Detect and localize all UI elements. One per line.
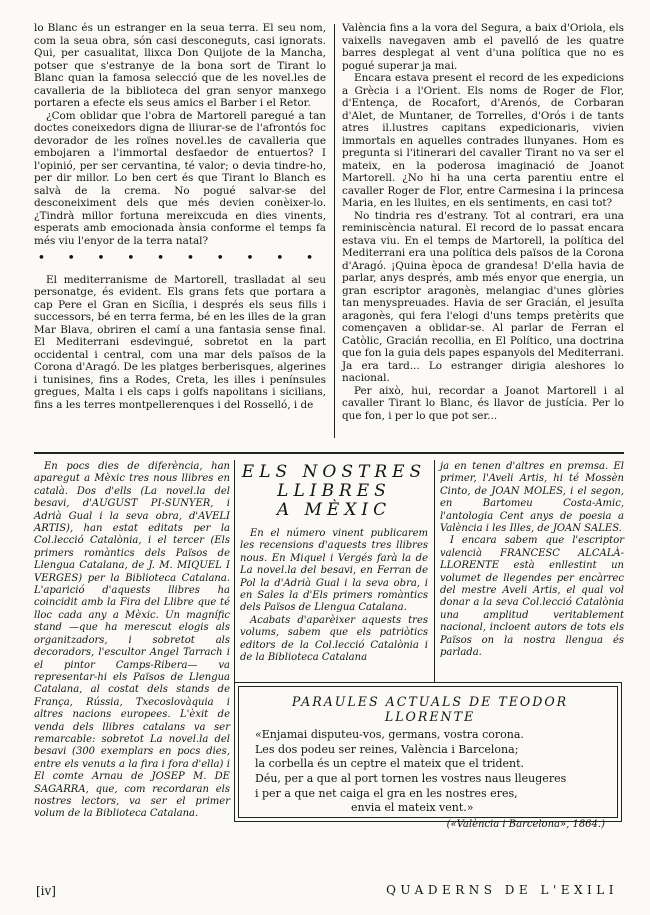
poem-line: «Enjamai disputeu-vos, germans, vostra corona. [255,728,524,742]
article-left-column [34,22,326,411]
article-paragraph: ¿Com oblidar que l'obra de Martorell paregué a tan doctes coneixedors digna de lliurar-se de l'afrontós foc devorador de les roïnes novel.les de cavalleria que embojaren a l'immortal desfaedor de entuertos? I l'opinió, per ser cervantina, té valor; o devia tindre-ho, per dir millor. Lo ben cert és que Tirant lo Blanch es salvà de la crema. No pogué salvar-se del desconeiximent dels que més devien conèixer-lo. ¿Tindrà millor fortuna mereixcuda en dies vinents, esperats amb emocionada ànsia conforme el temps fa més viu l'enyor de la terra natal? [34,109,326,247]
poem-line: Déu, per a que al port tornen les vostres naus lleugeres [255,771,567,785]
news-title [240,463,428,520]
poem-box [238,686,618,830]
article-paragraph: No tindria res d'estrany. Tot al contrari, era una reminiscència natural. El record de lo passat encara estava viu. En el temps de Martorell, la política del Mediterrani era una política dels països de la Corona d'Aragó. ¡Quina època de grandesa! D'ella havia de parlar, anys després, amb més enyor que energia, un gran escriptor aragonès, melangiac d'unes glòries tan menyspreuades. Havia de ser Gracián, el jesuïta aragonès, qui fera l'elogi d'uns temps pretèrits que començaven a oblidar-se. Al parlar de Ferran el Catòlic, Gracián recollia, en El Político, una doctrina que fon la guia dels papes espanyols del Mediterrani. Ja era tard... Lo estranger dirigia aleshores lo nacional. [342,209,624,384]
column-divider [434,460,435,682]
journal-name: QUADERNS DE L'EXILI [386,883,618,897]
news-paragraph: ja en tenen d'altres en premsa. El primer, l'Aveli Artis, hi té Mossèn Cinto, de JOAN MOLES, i el segon, en Bartomeu Costa-Amic, l'antologia Cent anys de poesia a València i les Illes, de JOAN SALES. [440,461,624,535]
news-left-column [34,461,230,821]
poem-line: i per a que net caiga el gra en les nostres eres, [255,786,518,800]
poem-line: envia el mateix vent.» [351,801,474,815]
article-paragraph: Encara estava present el record de les expedicions a Grècia i a l'Orient. Els noms de Roger de Flor, d'Entença, de Rocafort, d'Arenós, de Corbaran d'Alet, de Muntaner, de Torrelles, d'Orós i de tants atres il.lustres capitans expedicionaris, vivien immortals en aquelles contrades llunyanes. Hom es pregunta si l'itinerari del cavaller Tirant no va ser el mateix, en la poderosa imaginació de Joanot Martorell. ¿No hi ha una certa parentiu entre el cavaller Roger de Flor, entre Carmesina i la princesa Maria, en les lluites, en els sentiments, en casi tot? [342,72,624,209]
news-paragraph: I encara sabem que l'escriptor valencià FRANCESC ALCALÀ-LLORENTE està enllestint un volumet de llegendes per encàrrec del mestre Aveli Artis, el qual vol donar a la seva Col.lecció Catalònia una amplitud veritablement nacional, incloent autors de tots els Països on la nostra llengua és parlada. [440,535,624,659]
news-paragraph: En pocs dies de diferència, han aparegut a Mèxic tres nous llibres en català. Dos d'ells (La novel.la del besavi, d'AUGUST PI-SUNYER, i Adrià Gual i la seva obra, d'AVELI ARTIS), han estat editats per la Col.lecció Catalònia, i el tercer (Els primers romàntics dels Països de Llengua Catalana, de J. M. MIQUEL I VERGES) per la Biblioteca Catalana. L'aparició d'aquests llibres ha coincidit amb la Fira del Llibre que té lloc cada any a Mèxic. Un magnífic stand —que ha merescut elogis als organitzadors, i sobretot als decoradors, l'escultor Angel Tarrach i el pintor Camps-Ribera— va representar-hi els Països de Llengua Catalana, al costat dels stands de França, Rússia, Txecoslovàquia i altres nacions europees. L'èxit de venda dels llibres catalans va ser remarcable: sobretot La novel.la del besavi (300 exemplars en pocs dies, entre els venuts a la fira i fora d'ella) i El comte Arnau de JOSEP M. DE SAGARRA, que, com recordaran els nostres lectors, va ser el primer volum de la Biblioteca Catalana. [34,461,230,820]
news-title-line: LLIBRES [277,481,391,501]
poem-title: PARAULES ACTUALS DE TEODOR LLORENTE [291,694,569,724]
news-paragraph: Acabats d'aparèixer aquests tres volums, sabem que els patriòtics editors de la Col.lecció Catalònia i de la Biblioteca Catalana [240,614,428,664]
section-divider [34,452,624,454]
article-paragraph: Per això, hui, recordar a Joanot Martorell i al cavaller Tirant lo Blanc, és llavor de justícia. Per lo que fon, i per lo que pot ser... [342,384,624,422]
article-right-column [342,22,624,422]
column-divider [334,24,335,438]
column-divider [234,460,235,682]
news-middle-column [240,461,428,664]
news-paragraph: En el número vinent publicarem les recensions d'aquests tres llibres nous. En Miquel i Vergés farà la de La novel.la del besavi, en Ferran de Pol la d'Adrià Gual i la seva obra, i en Sales la d'Els primers romàntics dels Països de Llengua Catalana. [240,528,428,614]
article-paragraph: El mediterranisme de Martorell, traslladat al seu personatge, és evident. Els grans fets que portara a cap Pere el Gran en Sicília, i després els seus fills i successors, bé en terra ferma, bé en les illes de la gran Mar Blava, obriren el camí a una fantasia sense final. El Mediterrani esdevingué, sobretot en la part occidental i central, com una mar dels països de la Corona d'Aragó. De les platges berberisques, algerines i tunisines, fins a Rodes, Creta, les illes i penínsules gregues, Malta i els caps i golfs napolitans i sicilians, fins a les terres montpellerenques i del Rosselló, i de [34,273,326,411]
news-title-line: A MÈXIC [276,500,392,520]
poem-line: Les dos podeu ser reines, València i Barcelona; [255,742,519,756]
section-separator: • • • • • • • • • • [37,251,323,266]
news-title-line: ELS NOSTRES [241,462,427,482]
news-right-column [440,461,624,660]
article-paragraph: lo Blanc és un estranger en la seua terra. El seu nom, com la seua obra, són casi desconeguts, casi ignorats. Qui, per casualitat, llixca Don Quijote de la Mancha, potser que s'estranye de la bona sort de Tirant lo Blanc quan la famosa selecció que de les novel.les de cavalleria de la biblioteca del gran senyor manxego portaren a efecte els seus amics el Barber i el Retor. [34,22,326,109]
poem-line: la corbella és un ceptre el mateix que el trident. [255,757,525,771]
article-paragraph: València fins a la vora del Segura, a baix d'Oriola, els vaixells navegaven amb el pavelló de les quatre barres desplegat al vent d'una política que no es pogué superar ja mai. [342,22,624,72]
poem-lines [255,728,605,816]
poem-source: («València i Barcelona», 1864.) [446,818,605,830]
page-number: [iv] [36,884,56,898]
